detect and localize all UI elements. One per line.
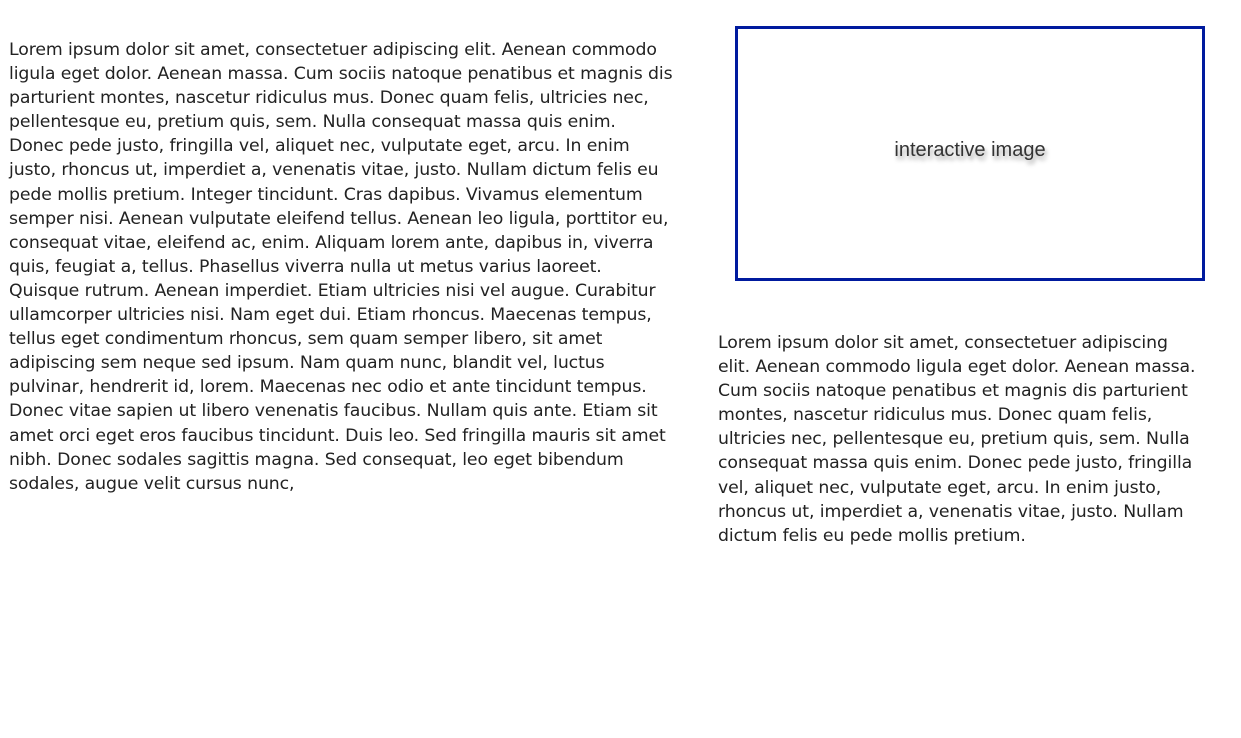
interactive-image[interactable] (735, 26, 1205, 281)
right-text-container (718, 331, 1198, 621)
right-body-text: Lorem ipsum dolor sit amet, consectetuer adipiscing elit. Aenean commodo ligula eget dolor. Aenean massa. Cum sociis natoque penatibus et magnis dis parturient montes, nascetur ridiculus mus. Donec quam felis, ultricies nec, pellentesque eu, pretium quis, sem. Nulla consequat massa quis enim. Donec pede justo, fringilla vel, aliquet nec, vulputate eget, arcu. In enim justo, rhoncus ut, imperdiet a, venenatis vitae, justo. Nullam dictum felis eu pede mollis pretium. (718, 333, 1196, 546)
left-body-text: Lorem ipsum dolor sit amet, consectetuer adipiscing elit. Aenean commodo ligula eget dolor. Aenean massa. Cum sociis natoque penatibus et magnis dis parturient montes, nascetur ridiculus mus. Donec quam felis, ultricies nec, pellentesque eu, pretium quis, sem. Nulla consequat massa quis enim. Donec pede justo, fringilla vel, aliquet nec, vulputate eget, arcu. In enim justo, rhoncus ut, imperdiet a, venenatis vitae, justo. Nullam dictum felis eu pede mollis pretium. Integer tincidunt. Cras dapibus. Vivamus elementum semper nisi. Aenean vulputate eleifend tellus. Aenean leo ligula, porttitor eu, consequat vitae, eleifend ac, enim. Aliquam lorem ante, dapibus in, viverra quis, feugiat a, tellus. Phasellus viverra nulla ut metus varius laoreet. Quisque rutrum. Aenean imperdiet. Etiam ultricies nisi vel augue. Curabitur ullamcorper ultricies nisi. Nam eget dui. Etiam rhoncus. Maecenas tempus, tellus eget condimentum rhoncus, sem quam semper libero, sit amet adipiscing sem neque sed ipsum. Nam quam nunc, blandit vel, luctus pulvinar, hendrerit id, lorem. Maecenas nec odio et ante tincidunt tempus. Donec vitae sapien ut libero venenatis faucibus. Nullam quis ante. Etiam sit amet orci eget eros faucibus tincidunt. Duis leo. Sed fringilla mauris sit amet nibh. Donec sodales sagittis magna. Sed consequat, leo eget bibendum sodales, augue velit cursus nunc, (9, 40, 673, 494)
interactive-image-label: interactive image (894, 139, 1046, 161)
